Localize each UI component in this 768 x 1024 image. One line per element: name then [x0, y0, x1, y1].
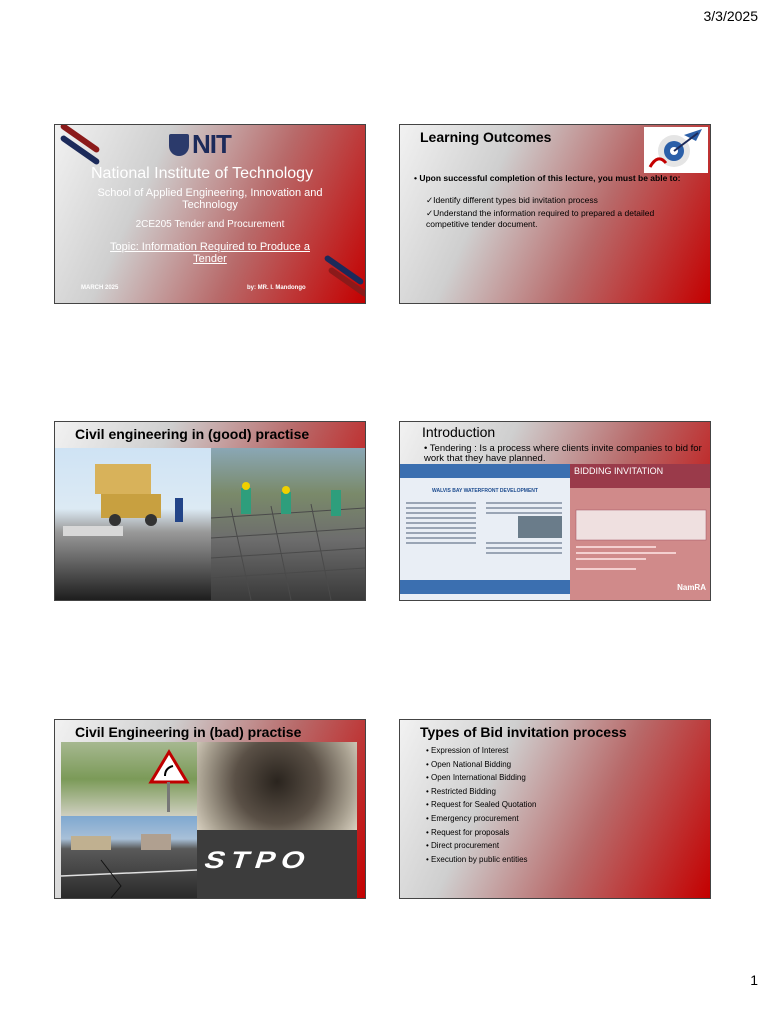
- photo-road-paving: [55, 448, 211, 600]
- photo-misspelled-stop: [197, 830, 357, 898]
- list-item: • Restricted Bidding: [426, 786, 496, 796]
- list-item: • Request for proposals: [426, 827, 510, 837]
- slide-bid-types: [399, 719, 711, 899]
- road-marking-text: STPO: [200, 847, 316, 874]
- logo-text: NIT: [192, 129, 231, 159]
- slide-title: Introduction: [422, 424, 496, 440]
- slide-title: Civil engineering in (good) practise: [75, 426, 310, 442]
- slide-introduction: [399, 421, 711, 601]
- list-item: • Open International Bidding: [426, 773, 526, 783]
- slide-good-practise: [54, 421, 366, 601]
- list-item: • Direct procurement: [426, 841, 500, 851]
- outcomes-intro: • Upon successful completion of this lecture, you must be able to:: [414, 173, 681, 183]
- bidding-invitation-image: [570, 464, 711, 601]
- list-item: • Expression of Interest: [426, 746, 509, 755]
- list-item: • Request for Sealed Quotation: [426, 800, 537, 810]
- nit-logo: [169, 129, 231, 160]
- page-number: 1: [750, 972, 758, 988]
- outcomes-list: [426, 195, 686, 231]
- notice-heading: WALVIS BAY WATERFRONT DEVELOPMENT: [432, 488, 538, 494]
- school-name: School of Applied Engineering, Innovation and Technology: [97, 187, 323, 211]
- tender-notice-image: [400, 464, 570, 601]
- list-item: • Execution by public entities: [426, 854, 528, 864]
- list-item: ✓Understand the information required to prepared a detailed competitive tender document.: [426, 208, 655, 229]
- target-icon: [644, 127, 708, 173]
- shield-icon: [169, 134, 189, 156]
- topic-title: Topic: Information Required to Produce a Tender: [110, 241, 310, 265]
- list-item: • Emergency procurement: [426, 813, 519, 823]
- photo-warning-sign: [61, 742, 197, 816]
- list-item: • Open National Bidding: [426, 759, 512, 769]
- print-date: 3/3/2025: [703, 8, 758, 24]
- tendering-definition: • Tendering : Is a process where clients invite companies to bid for work that they have planned.: [424, 443, 702, 464]
- photo-rebar-work: [211, 448, 365, 600]
- list-item: ✓Identify different types bid invitation process: [426, 195, 598, 205]
- slide-title: Types of Bid invitation process: [420, 724, 627, 740]
- slide-title: Learning Outcomes: [420, 129, 552, 145]
- date-label: MARCH 2025: [81, 285, 119, 291]
- bid-types-list: [426, 746, 536, 868]
- slide-bad-practise: [54, 719, 366, 899]
- slide-title: [54, 124, 366, 304]
- course-code: 2CE205 Tender and Procurement: [135, 219, 285, 230]
- photo-sinkhole: [197, 742, 357, 830]
- photo-cracked-road: [61, 816, 197, 898]
- author-label: by: MR. I. Mandongo: [247, 285, 306, 291]
- institute-name: National Institute of Technology: [91, 165, 314, 182]
- slide-learning-outcomes: [399, 124, 711, 304]
- slide-title: Civil Engineering in (bad) practise: [75, 724, 302, 740]
- bidding-heading: BIDDING INVITATION: [570, 464, 711, 488]
- namra-logo: NamRA: [677, 583, 706, 592]
